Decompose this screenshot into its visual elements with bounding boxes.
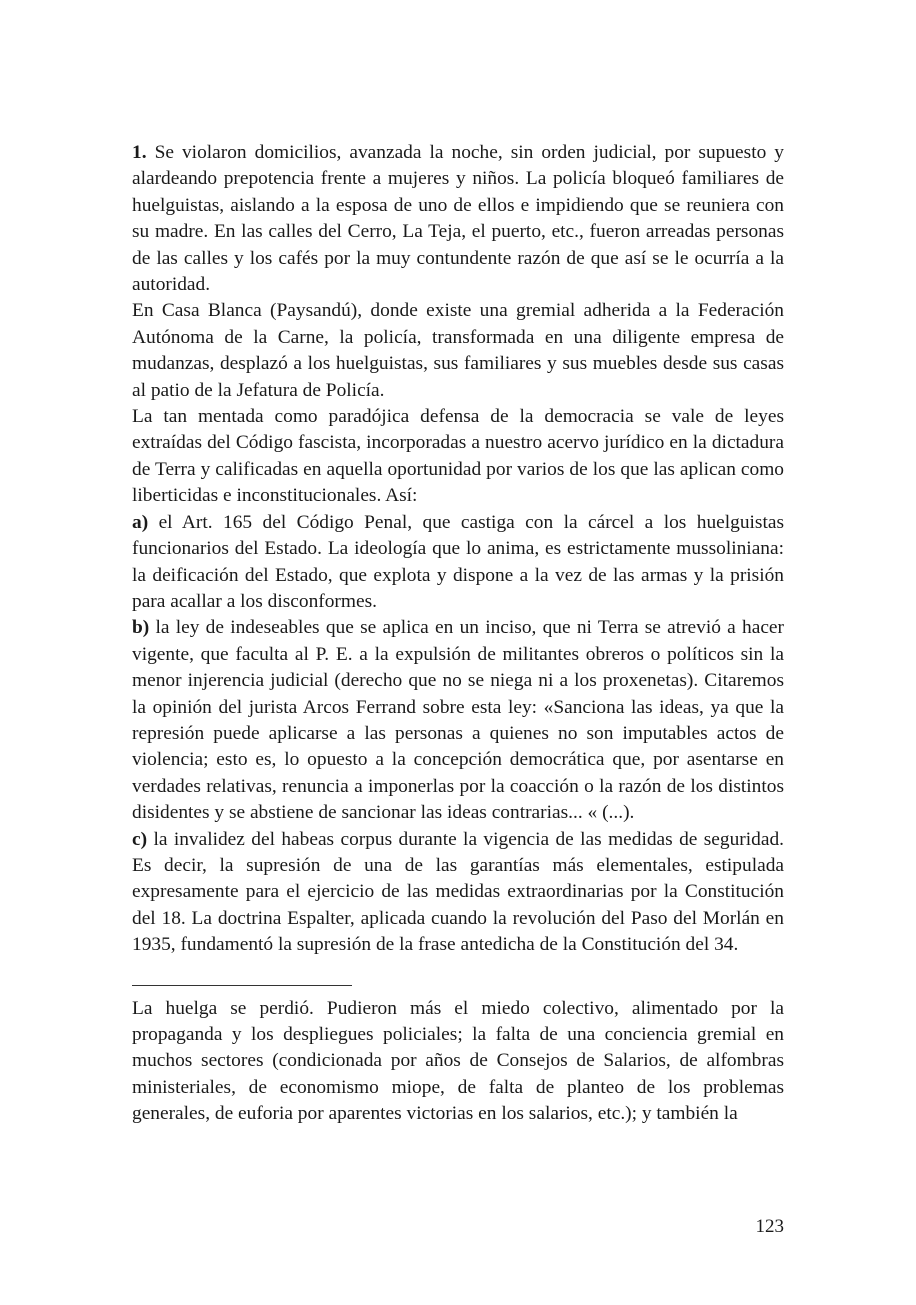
paragraph-lead: b) [132, 617, 150, 639]
paragraph-text: En Casa Blanca (Paysandú), donde existe una gremial adherida a la Federación Autónoma de la Carne, la policía, transformada en una diligente empresa de mudanzas, desplazó a los huelguistas, sus familiares y sus muebles desde sus casas al patio de la Jefatura de Policía. [132, 300, 784, 401]
footnote-text: La huelga se perdió. Pudieron más el miedo colectivo, alimentado por la propaganda y los despliegues policiales; la falta de una conciencia gremial en muchos sectores (condicionada por años de Consejos de Salarios, de alfombras ministeriales, de economismo miope, de falta de planteo de los problemas generales, de euforia por aparentes victorias en los salarios, etc.); y también la [132, 997, 784, 1125]
paragraph-a [132, 510, 784, 616]
page-number: 123 [755, 1216, 784, 1237]
paragraph-lead: a) [132, 511, 149, 533]
paragraph-text: La tan mentada como paradójica defensa de la democracia se vale de leyes extraídas del Código fascista, incorporadas a nuestro acervo jurídico en la dictadura de Terra y calificadas en aquella oportunidad por varios de los que las aplican como liberticidas e inconstitucionales. Así: [132, 406, 784, 507]
paragraph-text: la ley de indeseables que se aplica en un inciso, que ni Terra se atrevió a hacer vigente, que faculta al P. E. a la expulsión de militantes obreros o políticos sin la menor injerencia judicial (derecho que no se niega ni a los proxenetas). Citaremos la opinión del jurista Arcos Ferrand sobre esta ley: «Sanciona las ideas, ya que la represión puede aplicarse a las personas a quienes no son imputables actos de violencia; esto es, lo opuesto a la concepción democrática que, por asentarse en verdades relativas, renuncia a imponerlas por la coacción o la razón de los distintos disidentes y se abstiene de sancionar las ideas contrarias... « (...). [132, 617, 784, 824]
paragraph-text: el Art. 165 del Código Penal, que castiga con la cárcel a los huelguistas funcionarios del Estado. La ideología que lo anima, es estrictamente mussoliniana: la deificación del Estado, que explota y dispone a la vez de las armas y la prisión para acallar a los disconformes. [132, 511, 784, 612]
paragraph-c [132, 827, 784, 959]
footnote-divider [132, 985, 352, 986]
paragraph-lead: 1. [132, 142, 147, 163]
paragraph-3 [132, 404, 784, 510]
paragraph-text: Se violaron domicilios, avanzada la noche, sin orden judicial, por supuesto y alardeando prepotencia frente a mujeres y niños. La policía bloqueó familiares de huelguistas, aislando a la esposa de uno de ellos e impidiendo que se reuniera con su madre. En las calles del Cerro, La Teja, el puerto, etc., fueron arreadas personas de las calles y los cafés por la muy contundente razón de que así se le ocurría a la autoridad. [132, 142, 784, 296]
paragraph-2 [132, 298, 784, 404]
page-body [132, 140, 784, 1128]
paragraph-lead: c) [132, 828, 148, 850]
paragraph-b [132, 615, 784, 826]
main-text [132, 140, 784, 959]
paragraph-1 [132, 140, 784, 298]
paragraph-text: la invalidez del habeas corpus durante la vigencia de las medidas de seguridad. Es decir, la supresión de una de las garantías más elementales, estipulada expresamente para el ejercicio de las medidas extraordinarias por la Constitución del 18. La doctrina Espalter, aplicada cuando la revolución del Paso del Morlán en 1935, fundamentó la supresión de la frase antedicha de la Constitución del 34. [132, 828, 784, 956]
